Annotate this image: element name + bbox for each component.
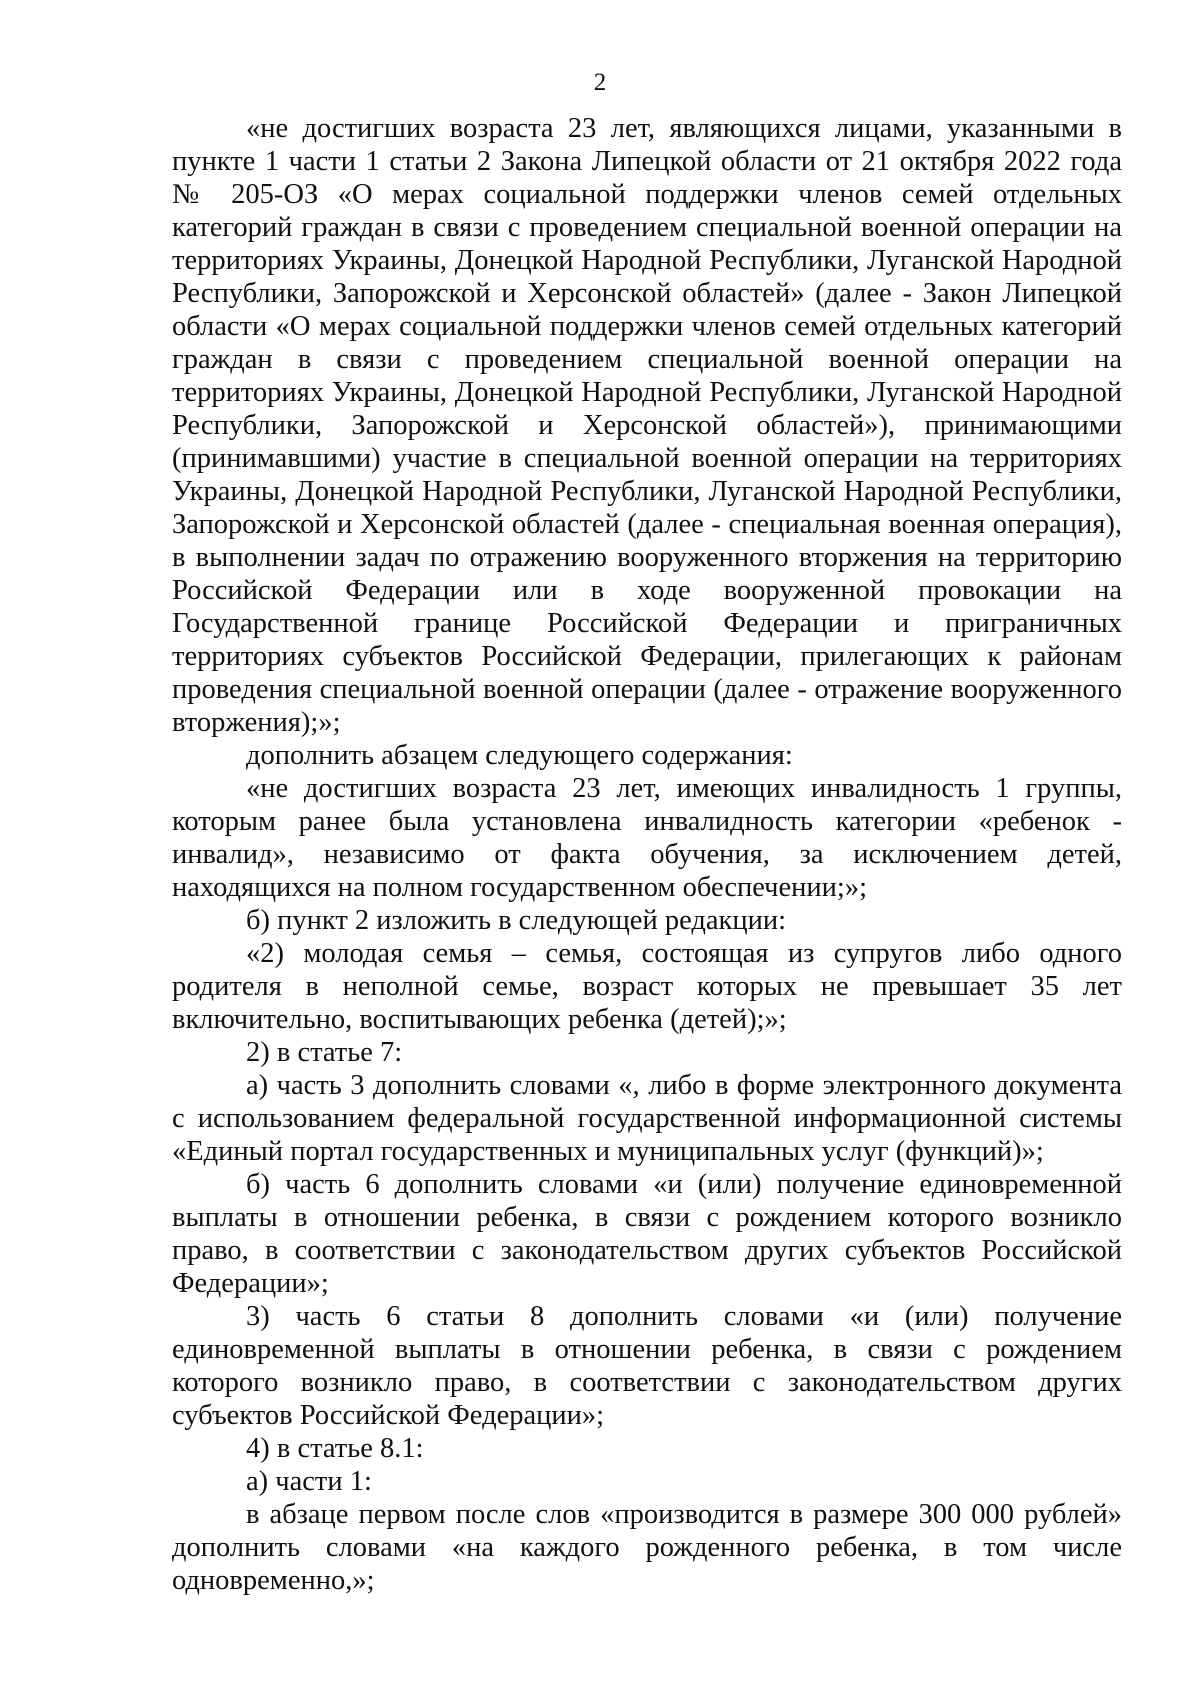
paragraph-8: б) часть 6 дополнить словами «и (или) получение единовременной выплаты в отношении ребенка, в связи с рождением которого возникло право, в соответствии с законодательством других субъектов Российской Федерации»;: [172, 1169, 1122, 1299]
paragraph-5: «2) молодая семья – семья, состоящая из супругов либо одного родителя в неполной семье, возраст которых не превышает 35 лет включительно, воспитывающих ребенка (детей);»;: [172, 938, 1122, 1035]
document-body: [172, 112, 1122, 1597]
paragraph-7: а) часть 3 дополнить словами «, либо в форме электронного документа с использованием федеральной государственной информационной системы «Единый портал государственных и муниципальных услуг (функций)»;: [172, 1070, 1122, 1167]
paragraph-2: дополнить абзацем следующего содержания:: [246, 740, 793, 771]
paragraph-12: в абзаце первом после слов «производится в размере 300 000 рублей» дополнить словами «на каждого рожденного ребенка, в том числе одновременно,»;: [172, 1499, 1122, 1596]
paragraph-1: «не достигших возраста 23 лет, являющихся лицами, указанными в пункте 1 части 1 статьи 2 Закона Липецкой области от 21 октября 2022 года № 205-ОЗ «О мерах социальной поддержки членов семей отдельных категорий граждан в связи с проведением специальной военной операции на территориях Украины, Донецкой Народной Республики, Луганской Народной Республики, Запорожской и Херсонской областей» (далее - Закон Липецкой области «О мерах социальной поддержки членов семей отдельных категорий граждан в связи с проведением специальной военной операции на территориях Украины, Донецкой Народной Республики, Луганской Народной Республики, Запорожской и Херсонской областей»), принимающими (принимавшими) участие в специальной военной операции на территориях Украины, Донецкой Народной Республики, Луганской Народной Республики, Запорожской и Херсонской областей (далее - специальная военная операция), в выполнении задач по отражению вооруженного вторжения на территорию Российской Федерации или в ходе вооруженной провокации на Государственной границе Российской Федерации и приграничных территориях субъектов Российской Федерации, прилегающих к районам проведения специальной военной операции (далее - отражение вооруженного вторжения);»;: [172, 113, 1122, 738]
paragraph-4: б) пункт 2 изложить в следующей редакции:: [246, 905, 787, 936]
page-number: 2: [593, 69, 607, 96]
paragraph-3: «не достигших возраста 23 лет, имеющих инвалидность 1 группы, которым ранее была установлена инвалидность категории «ребенок - инвалид», независимо от факта обучения, за исключением детей, находящихся на полном государственном обеспечении;»;: [172, 773, 1122, 903]
paragraph-11: а) части 1:: [246, 1466, 372, 1497]
paragraph-10: 4) в статье 8.1:: [246, 1433, 424, 1464]
paragraph-6: 2) в статье 7:: [246, 1037, 403, 1068]
paragraph-9: 3) часть 6 статьи 8 дополнить словами «и (или) получение единовременной выплаты в отношении ребенка, в связи с рождением которого возникло право, в соответствии с законодательством других субъектов Российской Федерации»;: [172, 1301, 1122, 1431]
